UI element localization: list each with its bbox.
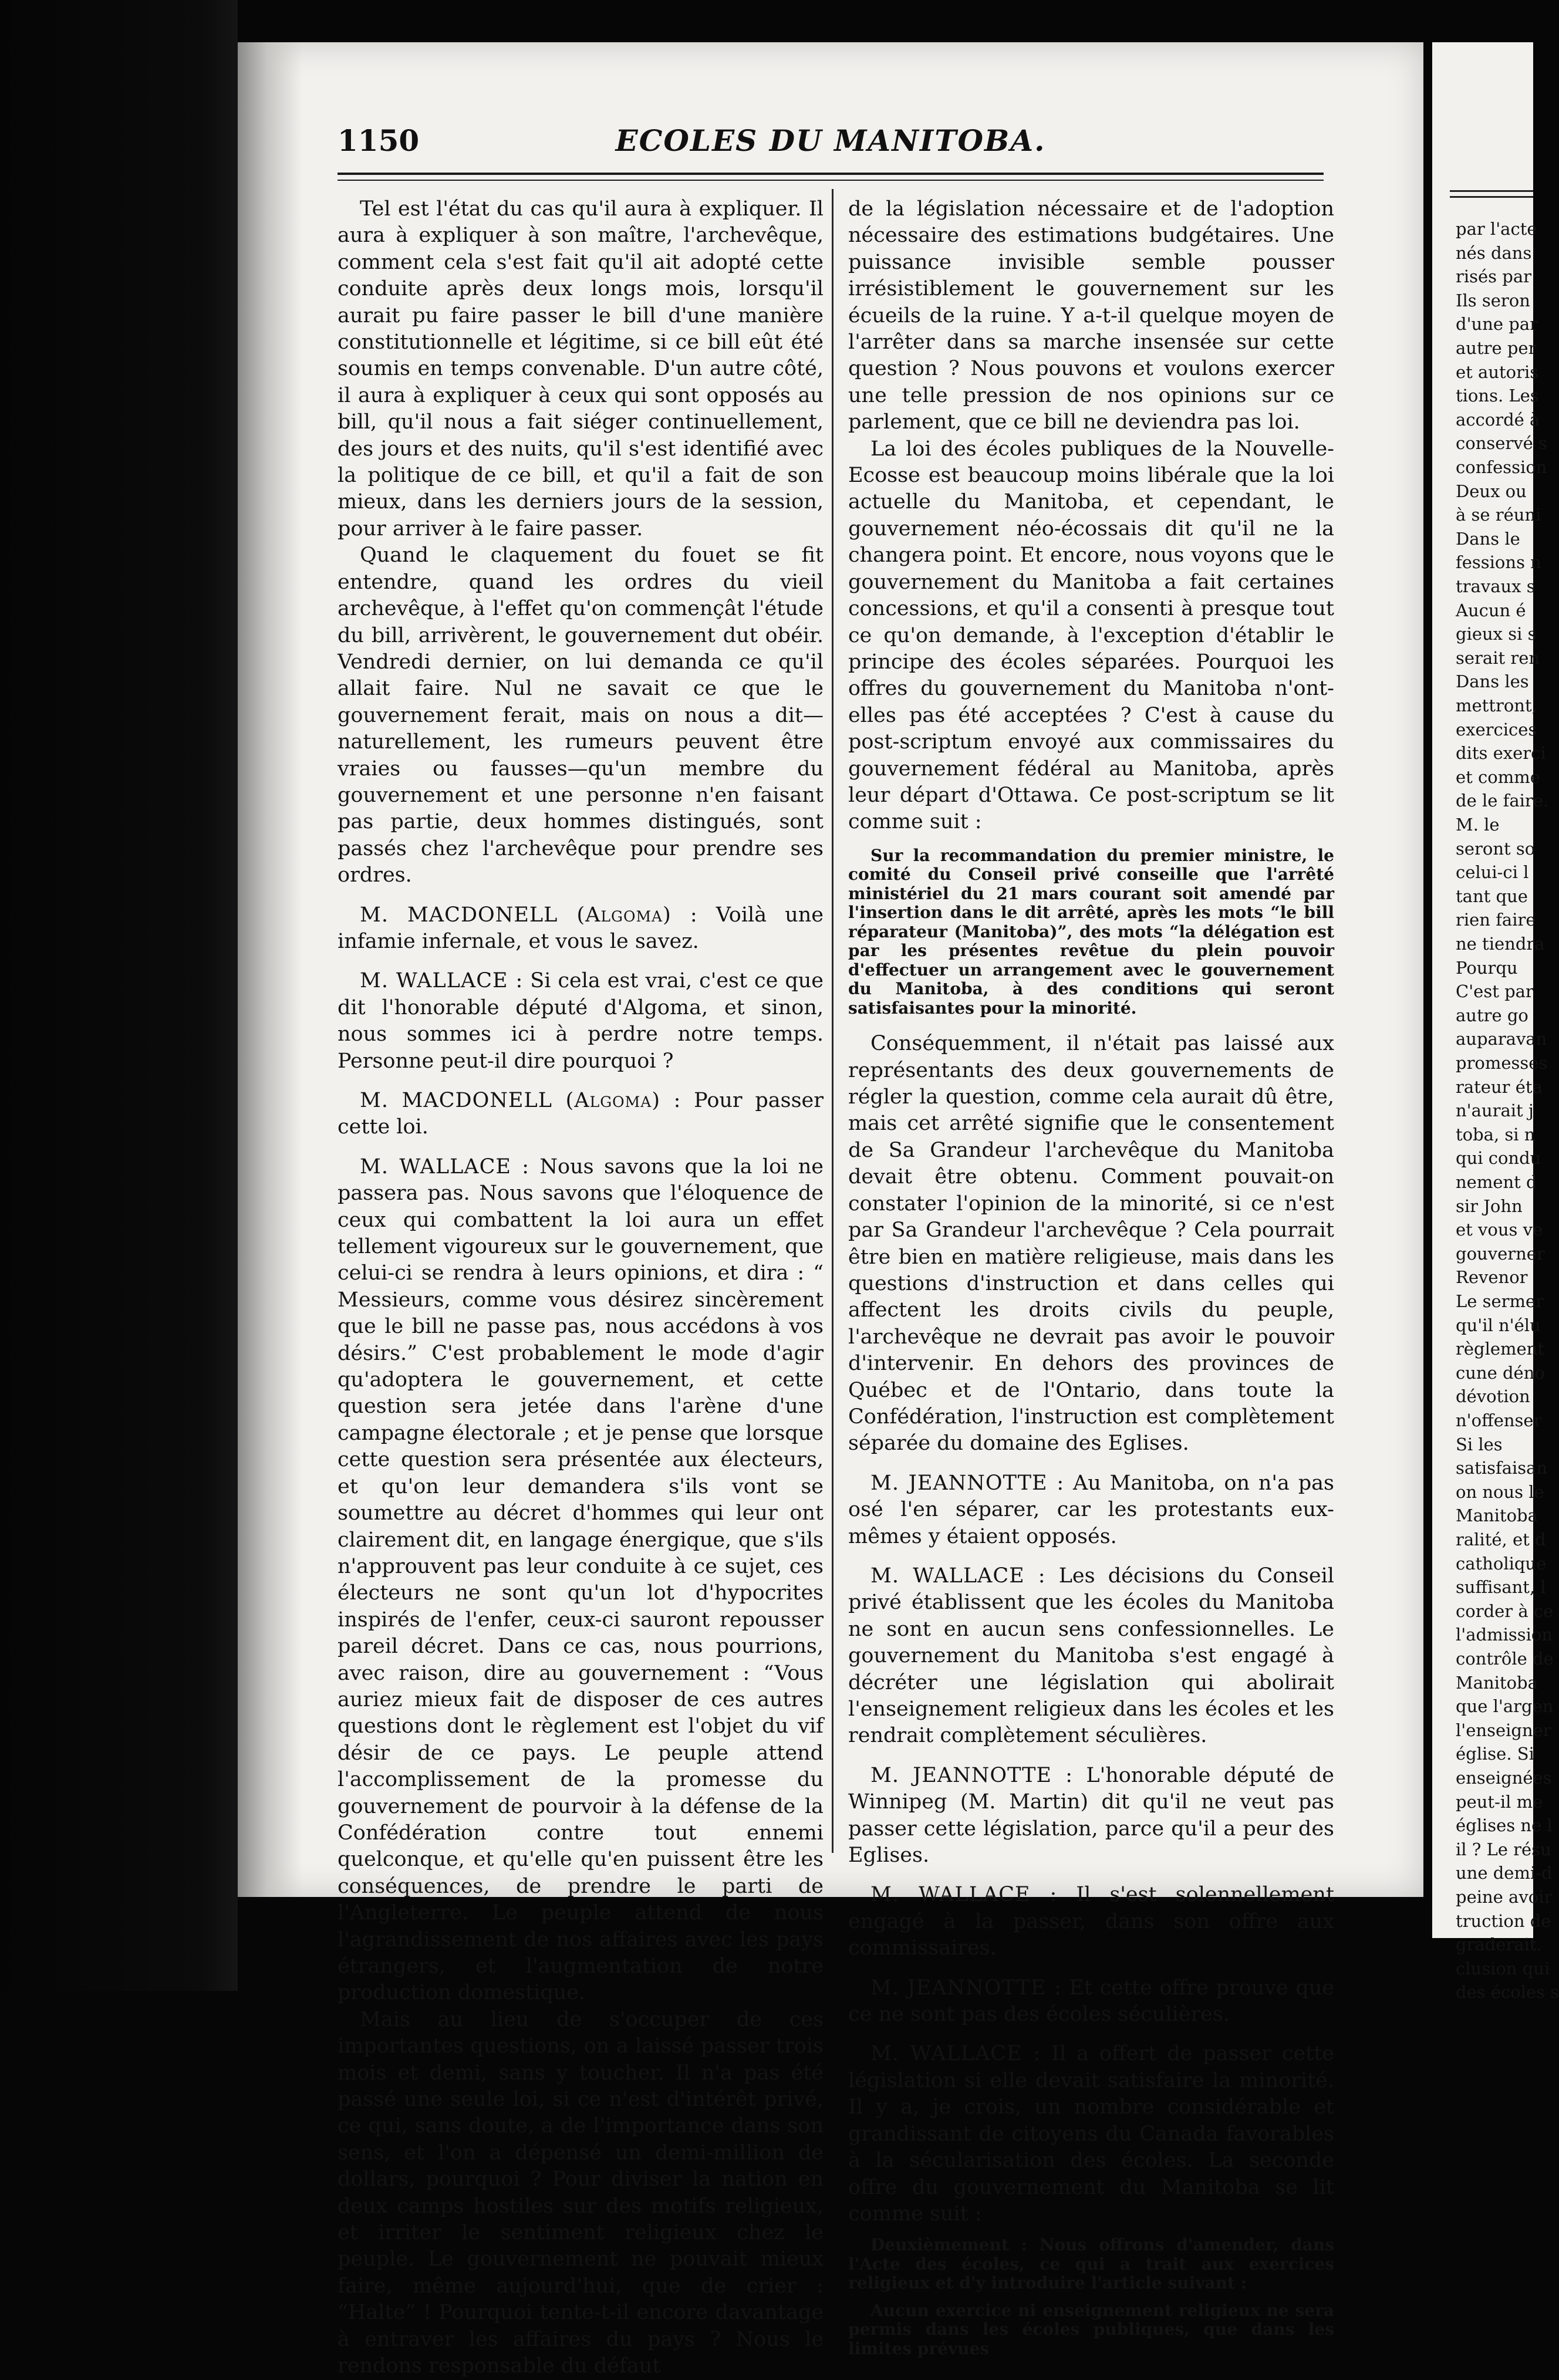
speaker-name: M. MACDONELL (Algoma) : xyxy=(360,1089,681,1112)
binding-gutter-shadow xyxy=(238,42,302,1897)
speaker-name: M. MACDONELL (Algoma) : xyxy=(360,903,698,927)
adjacent-page-line: contrôle de xyxy=(1456,1649,1554,1669)
adjacent-page-line: gieux si s xyxy=(1456,624,1537,644)
adjacent-page-line: clusion qui xyxy=(1456,1958,1550,1979)
adjacent-page-line: Si les xyxy=(1456,1434,1503,1454)
paragraph: Tel est l'état du cas qu'il aura à expliquer. Il aura à expliquer à son maître, l'archevêque, comment cela s'est fait qu'il ait adopté cette conduite après deux longs mois, lorsqu'il aurait pu faire passer le bill d'une manière constitutionnelle et légitime, si ce bill eût été soumis en temps convenable. D'un autre côté, il aura à expliquer à ceux qui sont opposés au bill, qu'il nous a fait siéger continuellement, des jours et des nuits, qu'il s'est identifié avec la politique de ce bill, et qu'il a fait de son mieux, dans les derniers jours de la session, pour arriver à le faire passer. xyxy=(338,197,824,541)
speech xyxy=(848,2041,1334,2227)
speech xyxy=(848,1763,1334,1869)
adjacent-page-line: corder à ce xyxy=(1456,1601,1554,1621)
adjacent-page-line: rien faire xyxy=(1456,910,1536,930)
speech xyxy=(848,1882,1334,1962)
adjacent-page-line: conservé s xyxy=(1456,433,1547,454)
adjacent-page-line: fessions n xyxy=(1456,552,1541,573)
speech-text: Il a offert de passer cette législation si elle devait satisfaire la minorité. Il y a, je crois, un nombre considérable et grandissant de citoyens du Canada favorables à la sécularisation des écoles. La seconde offre du gouvernement du Manitoba se lit comme suit : xyxy=(848,2042,1334,2226)
adjacent-page-line: tant que xyxy=(1456,886,1528,906)
paragraph: Quand le claquement du fouet se fit entendre, quand les ordres du vieil archevêque, à l'effet qu'on commençât l'étude du bill, arrivèrent, le gouvernement dut obéir. Vendredi dernier, on lui demanda ce qu'il allait faire. Nul ne savait ce que le gouvernement ferait, mais on nous a dit—naturellement, les rumeurs peuvent être vraies ou fausses—qu'un membre du gouvernement et une personne n'en faisant pas partie, deux hommes distingués, sont passés chez l'archevêque pour prendre ses ordres. xyxy=(338,543,824,887)
adjacent-page-line: qui condu xyxy=(1456,1148,1541,1169)
adjacent-page-line: l'enseigner xyxy=(1456,1720,1551,1740)
adjacent-page-line: et comme xyxy=(1456,767,1540,787)
adjacent-page-line: nés dans xyxy=(1456,242,1532,263)
adjacent-page-line: Dans le xyxy=(1456,528,1520,549)
adjacent-page-line: par l'acte xyxy=(1456,219,1537,239)
adjacent-page-line: exercices xyxy=(1456,719,1537,740)
speech-text: Au Manitoba, on n'a pas osé l'en séparer, car les protestants eux-mêmes y étaient opposés. xyxy=(848,1471,1334,1548)
adjacent-page-line: ralité, et d xyxy=(1456,1530,1546,1549)
adjacent-page-line: Pourqu xyxy=(1456,957,1518,978)
block-quote: Deuxièmement : Nous offrons d'amender, dans l'Acte des écoles, ce qui a trait aux exercices religieux et d'y introduire l'article suivant : xyxy=(848,2235,1334,2293)
adjacent-page-line: Revenor xyxy=(1456,1267,1528,1288)
speaker-name: M. WALLACE : xyxy=(870,1564,1046,1588)
adjacent-page-line: ne tiendra xyxy=(1456,934,1545,954)
adjacent-page-line: on nous le xyxy=(1456,1481,1544,1502)
adjacent-page-line: catholique xyxy=(1456,1553,1547,1574)
speech-text: Les décisions du Conseil privé établissent que les écoles du Manitoba ne sont en aucun sens confessionnelles. Le gouvernement du Manitoba s'est engagé à décréter une législation qui abolirait l'enseignement religieux dans les écoles et les rendrait complètement séculières. xyxy=(848,1564,1334,1748)
adjacent-page-line: peine avoir xyxy=(1456,1887,1553,1907)
adjacent-page-line: mettront, xyxy=(1456,696,1537,715)
adjacent-page-edge xyxy=(1432,42,1559,2003)
speech xyxy=(848,1975,1334,2028)
adjacent-page-line: que l'argen xyxy=(1456,1696,1554,1717)
adjacent-page-line: autre go xyxy=(1456,1005,1528,1025)
speech-text: Pour passer cette loi. xyxy=(338,1089,824,1139)
speech xyxy=(338,1088,824,1141)
adjacent-page-line: tions. Les xyxy=(1456,386,1539,406)
speech-text: Si cela est vrai, c'est ce que dit l'honorable député d'Algoma, et sinon, nous sommes ici à perdre notre temps. Personne peut-il dire pourquoi ? xyxy=(338,969,824,1073)
adjacent-page-line: peut-il me xyxy=(1456,1791,1543,1812)
adjacent-page-line: M. le xyxy=(1456,815,1500,835)
adjacent-page-line: sir John xyxy=(1456,1196,1523,1216)
adjacent-page-line: Dans les xyxy=(1456,671,1529,692)
adjacent-page-line: Aucun é xyxy=(1456,600,1526,620)
block-quote: Sur la recommandation du premier ministre, le comité du Conseil privé conseille que l'arrêté ministériel du 21 mars courant soit amendé par l'insertion dans le dit arrêté, après les mots “le bill réparateur (Manitoba)”, des mots “la délégation est par les présentes revêtue du plein pouvoir d'effectuer un arrangement avec le gouvernement du Manitoba, à des conditions qui seront satisfaisantes pour la minorité. xyxy=(848,845,1334,1018)
running-title: ECOLES DU MANITOBA. xyxy=(615,123,1046,158)
speech-text: Voilà une infamie infernale, et vous le savez. xyxy=(338,903,824,953)
adjacent-page-line: celui-ci l xyxy=(1456,862,1529,883)
page-number: 1150 xyxy=(338,123,420,158)
paragraph: Conséquemment, il n'était pas laissé aux représentants des deux gouvernements de régler la question, comme cela aurait dû être, mais cet arrêté signifie que le consentement de Sa Grandeur l'archevêque du Manitoba devait être obtenu. Comment pouvait-on constater l'opinion de la minorité, si ce n'est par Sa Grandeur l'archevêque ? Cela pourrait être bien en matière religieuse, mais dans les questions d'instruction et dans celles qui affectent les droits civils du peuple, l'archevêque ne devrait pas avoir le pouvoir d'intervenir. En dehors des provinces de Québec et de l'Ontario, dans toute la Confédération, l'instruction est complètement séparée du domaine des Eglises. xyxy=(848,1032,1334,1456)
adjacent-page-rule xyxy=(1450,196,1533,198)
right-column xyxy=(848,196,1334,2358)
speech xyxy=(338,1154,824,2007)
adjacent-page-line: C'est par xyxy=(1456,981,1534,1002)
adjacent-page-line: Deux ou xyxy=(1456,481,1527,501)
adjacent-page-line: il ? Le résu xyxy=(1456,1839,1551,1859)
speech-text: Et cette offre prouve que ce ne sont pas des écoles séculières. xyxy=(848,1976,1334,2027)
adjacent-page-line: n'offenser xyxy=(1456,1410,1542,1430)
adjacent-page-line: accordé à xyxy=(1456,409,1540,430)
adjacent-page-line: auparavan xyxy=(1456,1029,1547,1049)
adjacent-page-line: serait ren xyxy=(1456,647,1540,668)
paragraph: La loi des écoles publiques de la Nouvelle-Ecosse est beaucoup moins libérale que la loi actuelle du Manitoba, et cependant, le gouvernement néo-écossais dit qu'il ne la changera point. Et encore, nous voyons que le gouvernement du Manitoba a fait certaines concessions, et qu'il a consenti à presque tout ce qu'on demande, à l'exception d'établir le principe des écoles séparées. Pourquoi les offres du gouvernement du Manitoba n'ont-elles pas été acceptées ? C'est à cause du post-scriptum envoyé aux commissaires du gouvernement fédéral au Manitoba, après leur départ d'Ottawa. Ce post-scriptum se lit comme suit : xyxy=(848,437,1334,834)
adjacent-page-line: suffisant, l xyxy=(1456,1577,1546,1598)
adjacent-page-line: l'admission xyxy=(1456,1625,1553,1645)
adjacent-page-line: graderait. xyxy=(1456,1935,1542,1955)
left-column xyxy=(338,196,824,2380)
adjacent-page-line: qu'il n'élu xyxy=(1456,1315,1541,1335)
adjacent-page-line: rateur éta xyxy=(1456,1076,1543,1097)
speaker-name: M. JEANNOTTE : xyxy=(870,1471,1065,1495)
adjacent-page-line: dévotion xyxy=(1456,1386,1530,1407)
adjacent-page-line: et autoris xyxy=(1456,362,1539,382)
adjacent-page-line: dits exerci xyxy=(1456,743,1546,764)
adjacent-page-line: à se réuni xyxy=(1456,505,1541,525)
adjacent-page-line: seront so xyxy=(1456,838,1536,859)
speaker-name: M. WALLACE : xyxy=(870,1883,1058,1907)
adjacent-page-line: enseignées xyxy=(1456,1768,1552,1788)
adjacent-page-line: autre per xyxy=(1456,338,1537,358)
document-page xyxy=(238,42,1423,2378)
scan-background xyxy=(0,0,238,1991)
speech xyxy=(848,1470,1334,1550)
speaker-name: M. WALLACE : xyxy=(870,2042,1041,2066)
adjacent-page-line: et vous ve xyxy=(1456,1220,1543,1240)
speech-text: L'honorable député de Winnipeg (M. Martin) dit qu'il ne veut pas passer cette législation, parce qu'il a peur des Eglises. xyxy=(848,1763,1334,1868)
speech-text: Il s'est solennellement engagé à la passer, dans son offre aux commissaires. xyxy=(848,1883,1335,1960)
adjacent-page-line: églises ne l xyxy=(1456,1815,1553,1836)
adjacent-page-line: toba, si n xyxy=(1456,1124,1536,1145)
adjacent-page-line: gouverner xyxy=(1456,1243,1545,1264)
paragraph: Mais au lieu de s'occuper de ces importantes questions, on a laissé passer trois mois et demi, sans y toucher. Il n'a pas été passé une seule loi, si ce n'est d'intérêt privé, ce qui, sans doute, a de l'importance dans son sens, et l'on a dépensé un demi-million de dollars, pourquoi ? Pour diviser la nation en deux camps hostiles sur des motifs religieux, et irriter le sentiment religieux chez le peuple. Le gouvernement ne pouvait mieux faire, même aujourd'hui, que de crier : “Halte” ! Pourquoi tente-t-il encore davantage à entraver les affaires du pays ? Nous le rendons responsable du défaut xyxy=(338,2007,824,2378)
speaker-name: M. WALLACE : xyxy=(360,1154,530,1179)
adjacent-page-line: truction de xyxy=(1456,1910,1551,1931)
adjacent-page-line: risés par xyxy=(1456,266,1531,287)
speech xyxy=(338,968,824,1075)
adjacent-page-line: une demi-d xyxy=(1456,1863,1553,1883)
speaker-name: M. JEANNOTTE : xyxy=(870,1976,1062,2000)
paragraph: de la législation nécessaire et de l'adoption nécessaire des estimations budgétaires. Une puissance invisible semble pousser irrésistiblement le gouvernement sur les écueils de la ruine. Y a-t-il quelque moyen de l'arrêter dans sa marche insensée sur cette question ? Nous pouvons et voulons exercer une telle pression de nos opinions sur ce parlement, que ce bill ne deviendra pas loi. xyxy=(848,197,1334,434)
adjacent-page-line: d'une par xyxy=(1456,314,1538,335)
adjacent-page-line: confession xyxy=(1456,457,1547,477)
speech xyxy=(338,902,824,956)
speaker-name: M. WALLACE : xyxy=(360,969,524,993)
adjacent-page-line: Le sermer xyxy=(1456,1291,1544,1311)
header-rule-thin xyxy=(338,180,1324,181)
adjacent-page-line: nement d xyxy=(1456,1172,1537,1192)
adjacent-page-line: cune déno xyxy=(1456,1362,1545,1383)
adjacent-page-line: promesses xyxy=(1456,1053,1548,1073)
adjacent-page-line: Manitoba xyxy=(1456,1505,1538,1526)
column-divider xyxy=(832,189,834,1853)
speech xyxy=(848,1563,1334,1750)
header-rule-thick xyxy=(338,173,1324,175)
adjacent-page-line: règlement xyxy=(1456,1339,1545,1359)
speaker-name: M. JEANNOTTE : xyxy=(870,1763,1074,1787)
adjacent-page-line: Ils seron xyxy=(1456,290,1530,310)
adjacent-page-line: église. Si xyxy=(1456,1744,1534,1764)
adjacent-page-line: de le faire. xyxy=(1456,791,1549,811)
adjacent-page-line: travaux s xyxy=(1456,576,1536,596)
adjacent-page-line: satisfaisan xyxy=(1456,1458,1548,1478)
adjacent-page-rule xyxy=(1450,190,1533,192)
adjacent-page-line: Manitoba xyxy=(1456,1672,1538,1693)
adjacent-page-line: des écoles s xyxy=(1456,1982,1559,2003)
speech-text: Nous savons que la loi ne passera pas. Nous savons que l'éloquence de ceux qui combattent la loi aura un effet tellement vigoureux sur le gouvernement, que celui-ci se rendra à leurs opinions, et dira : “ Messieurs, comme vous désirez sincèrement que le bill ne passe pas, nous accédons à vos désirs.” C'est probablement le mode d'agir qu'adoptera le gouvernement, et cette question sera jetée dans l'arène d'une campagne électorale ; et je pense que lorsque cette question sera présentée aux électeurs, et qu'on leur demandera s'ils vont se soumettre au décret d'hommes qui leur ont clairement dit, en langage énergique, que s'ils n'approuvent pas leur conduite à ce sujet, ces électeurs ne sont qu'un lot d'hypocrites inspirés de l'enfer, ceux-ci sauront repousser pareil décret. Dans ce cas, nous pourrions, avec raison, dire au gouvernement : “Vous auriez mieux fait de disposer de ces autres questions dont le règlement est l'objet du vif désir de ce pays. Le peuple attend l'accomplissement de la promesse du gouvernement de pourvoir à la défense de la Confédération contre tout ennemi quelconque, et qu'elle qu'en puissent être les conséquences, de prendre le parti de l'Angleterre. Le peuple attend de nous l'agrandissement de nos affaires avec les pays étrangers, et l'augmentation de notre production domestique. xyxy=(338,1154,824,2005)
adjacent-page-line: n'aurait j xyxy=(1456,1100,1534,1121)
block-quote: Aucun exercice ni enseignement religieux ne sera permis dans les écoles publiques, que dans les limites prévues xyxy=(848,2300,1334,2358)
